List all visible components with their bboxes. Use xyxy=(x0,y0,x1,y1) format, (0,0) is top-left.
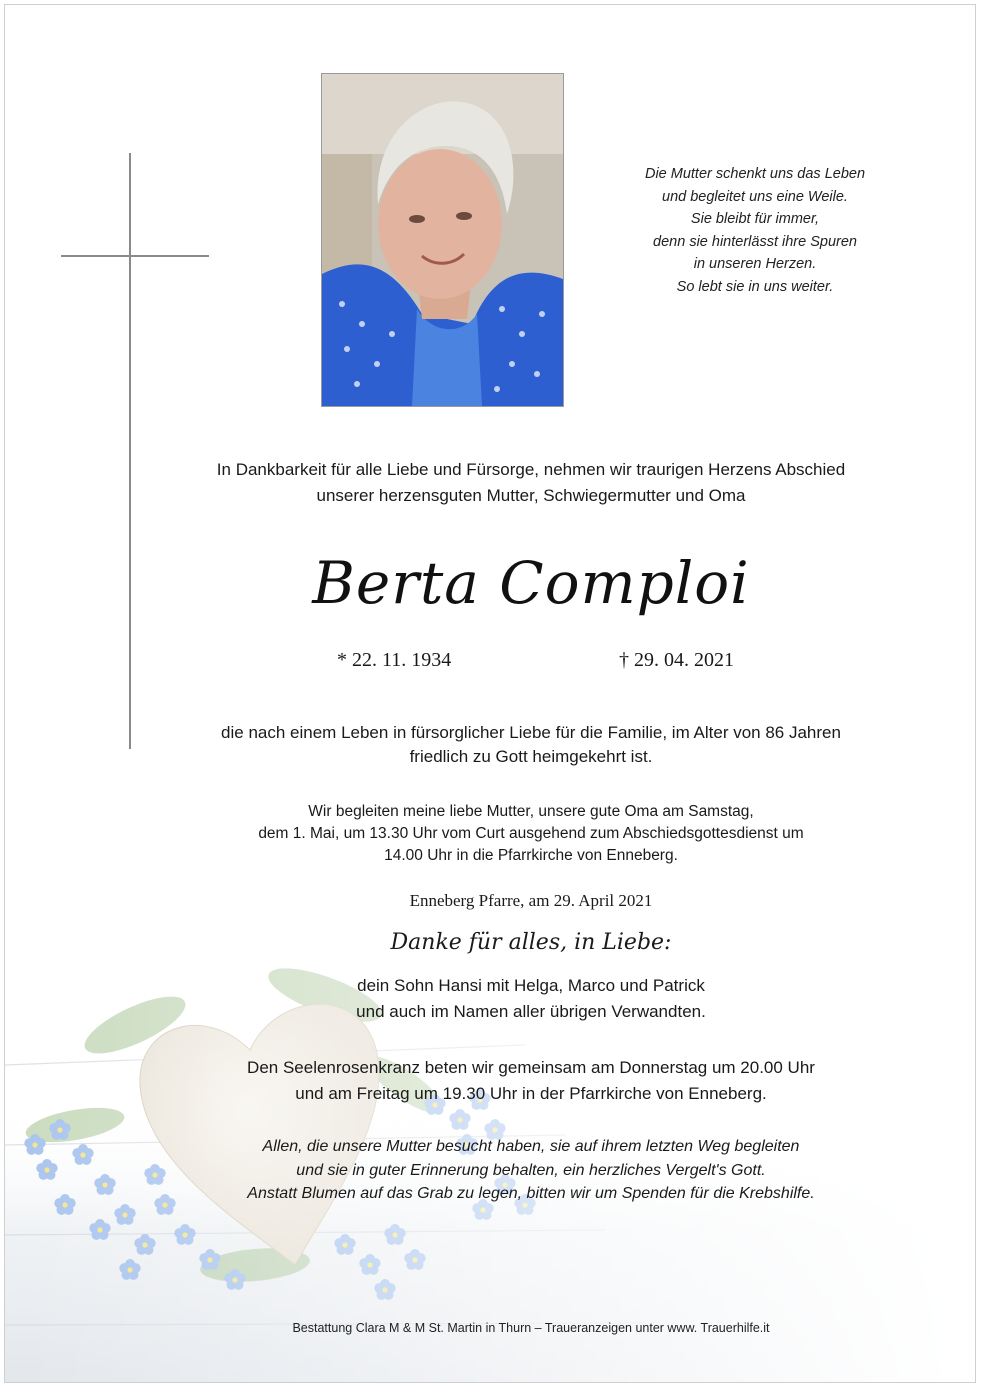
family-line: dein Sohn Hansi mit Helga, Marco und Patrick xyxy=(357,976,705,995)
obituary-page xyxy=(4,4,976,1383)
family-line: und auch im Namen aller übrigen Verwandten. xyxy=(356,1002,706,1021)
birth-date: * 22. 11. 1934 xyxy=(337,649,452,671)
rosary-line: und am Freitag um 19.30 Uhr in der Pfarrkirche von Enneberg. xyxy=(295,1084,767,1103)
death-date: † 29. 04. 2021 xyxy=(619,649,734,671)
funeral-line: 14.00 Uhr in die Pfarrkirche von Enneberg. xyxy=(384,847,678,864)
funeral-home-footer: Bestattung Clara M & M St. Martin in Thurn – Traueranzeigen unter www. Trauerhilfe.it xyxy=(292,1321,770,1335)
life-text xyxy=(165,721,897,769)
poem-line: denn sie hinterlässt ihre Spuren xyxy=(653,233,857,250)
poem-line: und begleitet uns eine Weile. xyxy=(662,188,848,205)
life-line: die nach einem Leben in fürsorglicher Liebe für die Familie, im Alter von 86 Jahren xyxy=(221,723,841,742)
poem-line: Sie bleibt für immer, xyxy=(690,211,820,227)
cross-vertical-bar xyxy=(129,153,131,749)
intro-text xyxy=(165,457,897,509)
rosary-line: Den Seelenrosenkranz beten wir gemeinsam am Donnerstag um 20.00 Uhr xyxy=(247,1058,815,1077)
funeral-line: dem 1. Mai, um 13.30 Uhr vom Curt ausgehend zum Abschiedsgottesdienst um xyxy=(258,825,804,842)
rosary-announcement xyxy=(165,1055,897,1107)
cross-horizontal-bar xyxy=(61,255,209,257)
portrait-photo xyxy=(321,73,564,407)
closing-thanks xyxy=(165,1135,897,1206)
intro-line: In Dankbarkeit für alle Liebe und Fürsorge, nehmen wir traurigen Herzens Abschied xyxy=(216,460,846,479)
closing-line: Allen, die unsere Mutter besucht haben, sie auf ihrem letzten Weg begleiten xyxy=(262,1138,800,1155)
thanks-heading: Danke für alles, in Liebe: xyxy=(390,930,672,955)
deceased-name: Berta Comploi xyxy=(312,549,750,617)
life-line: friedlich zu Gott heimgekehrt ist. xyxy=(409,747,653,766)
funeral-line: Wir begleiten meine liebe Mutter, unsere gute Oma am Samstag, xyxy=(308,803,754,820)
intro-line: unserer herzensguten Mutter, Schwiegermutter und Oma xyxy=(316,486,746,505)
poem-line: in unseren Herzen. xyxy=(693,256,817,272)
place-date: Enneberg Pfarre, am 29. April 2021 xyxy=(409,891,653,910)
poem-line: So lebt sie in uns weiter. xyxy=(676,278,834,295)
family-signatures xyxy=(165,973,897,1025)
poem-line: Die Mutter schenkt uns das Leben xyxy=(644,166,866,182)
funeral-announcement xyxy=(165,801,897,867)
closing-line: und sie in guter Erinnerung behalten, ein herzliches Vergelt's Gott. xyxy=(296,1161,766,1179)
memorial-poem xyxy=(605,163,905,298)
closing-line: Anstatt Blumen auf das Grab zu legen, bitten wir um Spenden für die Krebshilfe. xyxy=(247,1185,815,1202)
